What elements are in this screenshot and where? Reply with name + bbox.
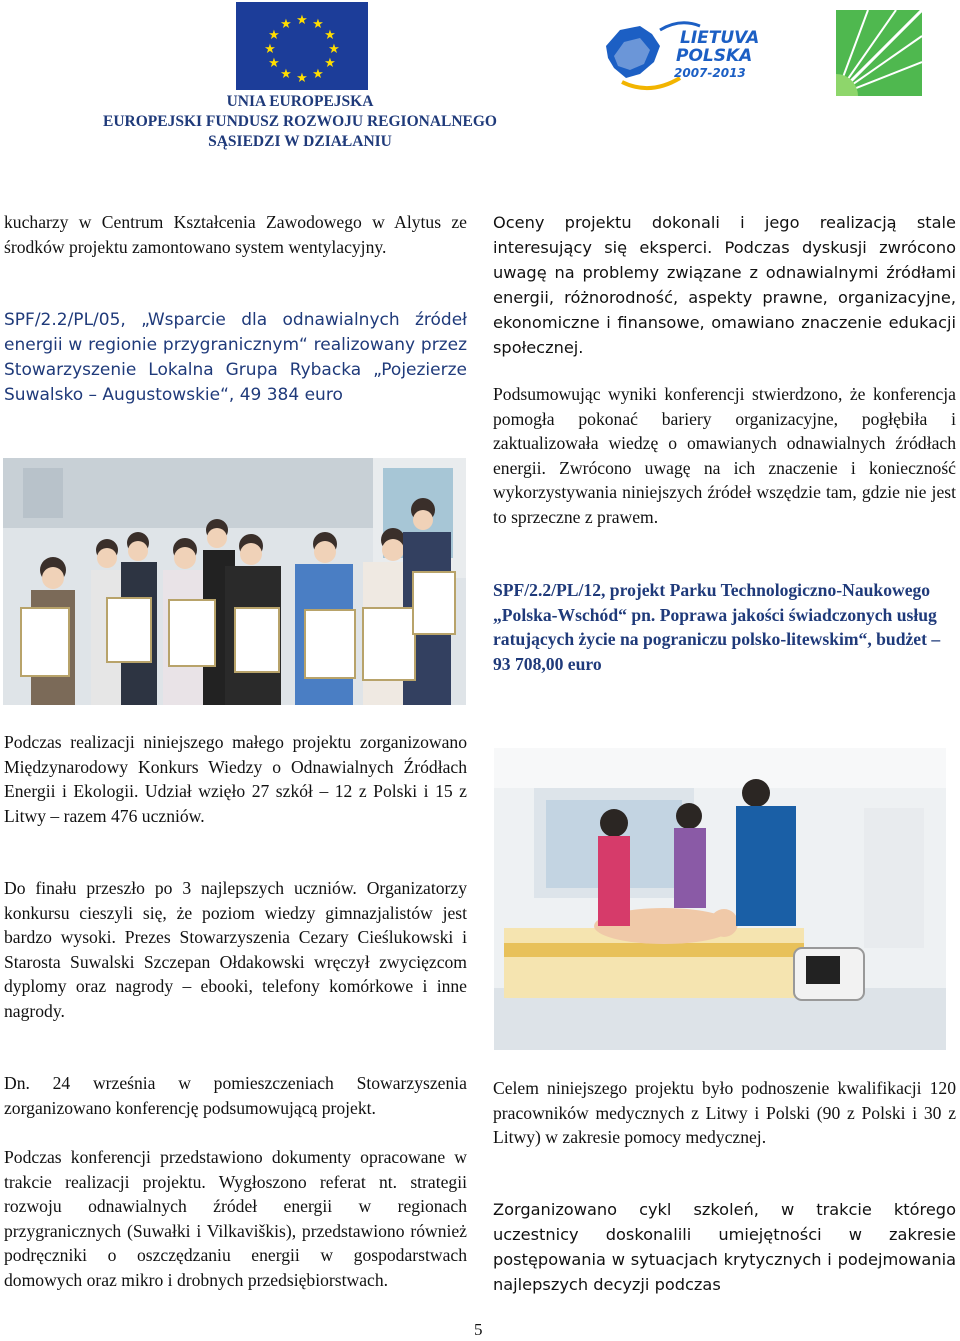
left-intro-paragraph: kucharzy w Centrum Kształcenia Zawodowego w Alytus ze środków projektu zamontowano system wentylacyjny. [4,212,467,257]
logo-lietuva-text: LIETUVA [680,28,760,48]
svg-text:★: ★ [324,56,336,71]
eu-flag-logo [236,2,368,90]
svg-text:★: ★ [280,67,292,82]
svg-text:★: ★ [296,13,308,28]
svg-text:★: ★ [328,42,340,57]
eu-stars-icon [236,2,368,90]
left-paragraph-3: Dn. 24 września w pomieszczeniach Stowarzyszenia zorganizowano konferencję podsumowującą projekt. [4,1073,467,1118]
left-paragraph-2: Do finału przeszło po 3 najlepszych uczniów. Organizatorzy konkursu cieszyli się, że poziom wiedzy gimnazjalistów jest bardzo wysoki. Prezes Stowarzyszenia Cezary Cieślukowski i Starosta Suwalski Szczepan Ołdakowski wręczył zwycięzcom dyplomy oraz nagrody – ebooki, telefony komórkowe i inne nagrody. [4,878,467,1021]
right-project-title: SPF/2.2/PL/12, projekt Parku Technologiczno-Naukowego „Polska-Wschód“ pn. Poprawa jakości świadczonych usług ratujących życie na pograniczu polsko-litewskim“, budżet – 93 708,00 euro [493,580,941,674]
header-line-2: EUROPEJSKI FUNDUSZ ROZWOJU REGIONALNEGO [102,113,497,130]
right-paragraph-4: Zorganizowano cykl szkoleń, w trakcie którego uczestnicy doskonalili umiejętności w zakresie postępowania w sytuacjach krytycznych i podejmowania najlepszych decyzji podczas [493,1200,956,1294]
left-paragraph-4: Podczas konferencji przedstawiono dokumenty opracowane w trakcie realizacji projektu. Wygłoszono referat nt. strategii rozwoju odnawialnych źródeł energii w regionach przygranicznych (Suwałki i Vilkaviškis), przedstawiono również podręczniki o oszczędzaniu energii w gospodarstwach domowych oraz mikro i drobnych przedsiębiorstwach. [4,1147,467,1290]
training-photo-icon [494,748,946,1050]
right-paragraph-1: Oceny projektu dokonali i jego realizacją stale interesujący się eksperci. Podczas dyskusji zwrócono uwagę na problemy związane z odnawialnymi źródłami energii, różnorodność, aspekty prawne, organizacyjne, ekonomiczne i finansowe, omawiano znaczenie edukacji społecznej. [493,213,956,357]
svg-text:★: ★ [268,28,280,43]
svg-text:★: ★ [296,71,308,86]
medical-training-photo [494,748,946,1050]
sun-rays-icon [836,10,922,96]
left-project-title: SPF/2.2/PL/05, „Wsparcie dla odnawialnych źródeł energii w regionie przygranicznym“ realizowany przez Stowarzyszenie Lokalna Grupa Rybacka „Pojezierze Suwalsko – Augustowskie“, 49 384 euro [4,310,467,405]
header-title-block [40,92,560,152]
right-paragraph-2: Podsumowując wyniki konferencji stwierdzono, że konferencja pomogła pokonać bariery organizacyjne, pogłębiła i zaktualizowała wiedzę o omawianych odnawialnych źródłach energii. Zwrócono uwagę na ich znaczenie i konieczność wykorzystywania niniejszych źródeł wszędzie tam, gdzie nie jest to sprzeczne z prawem. [493,384,956,527]
header-line-3: SĄSIEDZI W DZIAŁANIU [208,133,392,150]
lietuva-polska-logo [600,16,760,98]
left-paragraph-1: Podczas realizacji niniejszego małego projektu zorganizowano Międzynarodowy Konkurs Wiedzy o Odnawialnych Źródłach Energii i Ekologii. Udział wzięło 27 szkół – 12 z Polski i 15 z Litwy – razem 476 uczniów. [4,732,467,826]
logo-polska-text: POLSKA [676,46,753,66]
logo-years-text: 2007-2013 [674,66,746,80]
svg-text:★: ★ [268,56,280,71]
group-photo-icon [3,458,466,705]
svg-text:★: ★ [312,67,324,82]
svg-text:★: ★ [324,28,336,43]
right-paragraph-3: Celem niniejszego projektu było podnoszenie kwalifikacji 120 pracowników medycznych z Litwy i Polski (90 z Polski i 30 z Litwy) w zakresie pomocy medycznej. [493,1078,956,1148]
award-ceremony-photo [3,458,466,705]
page-number: 5 [474,1320,483,1339]
green-sun-logo [836,10,922,96]
svg-text:★: ★ [312,17,324,32]
header-line-1: UNIA EUROPEJSKA [226,93,374,110]
svg-text:★: ★ [280,17,292,32]
svg-text:★: ★ [264,42,276,57]
